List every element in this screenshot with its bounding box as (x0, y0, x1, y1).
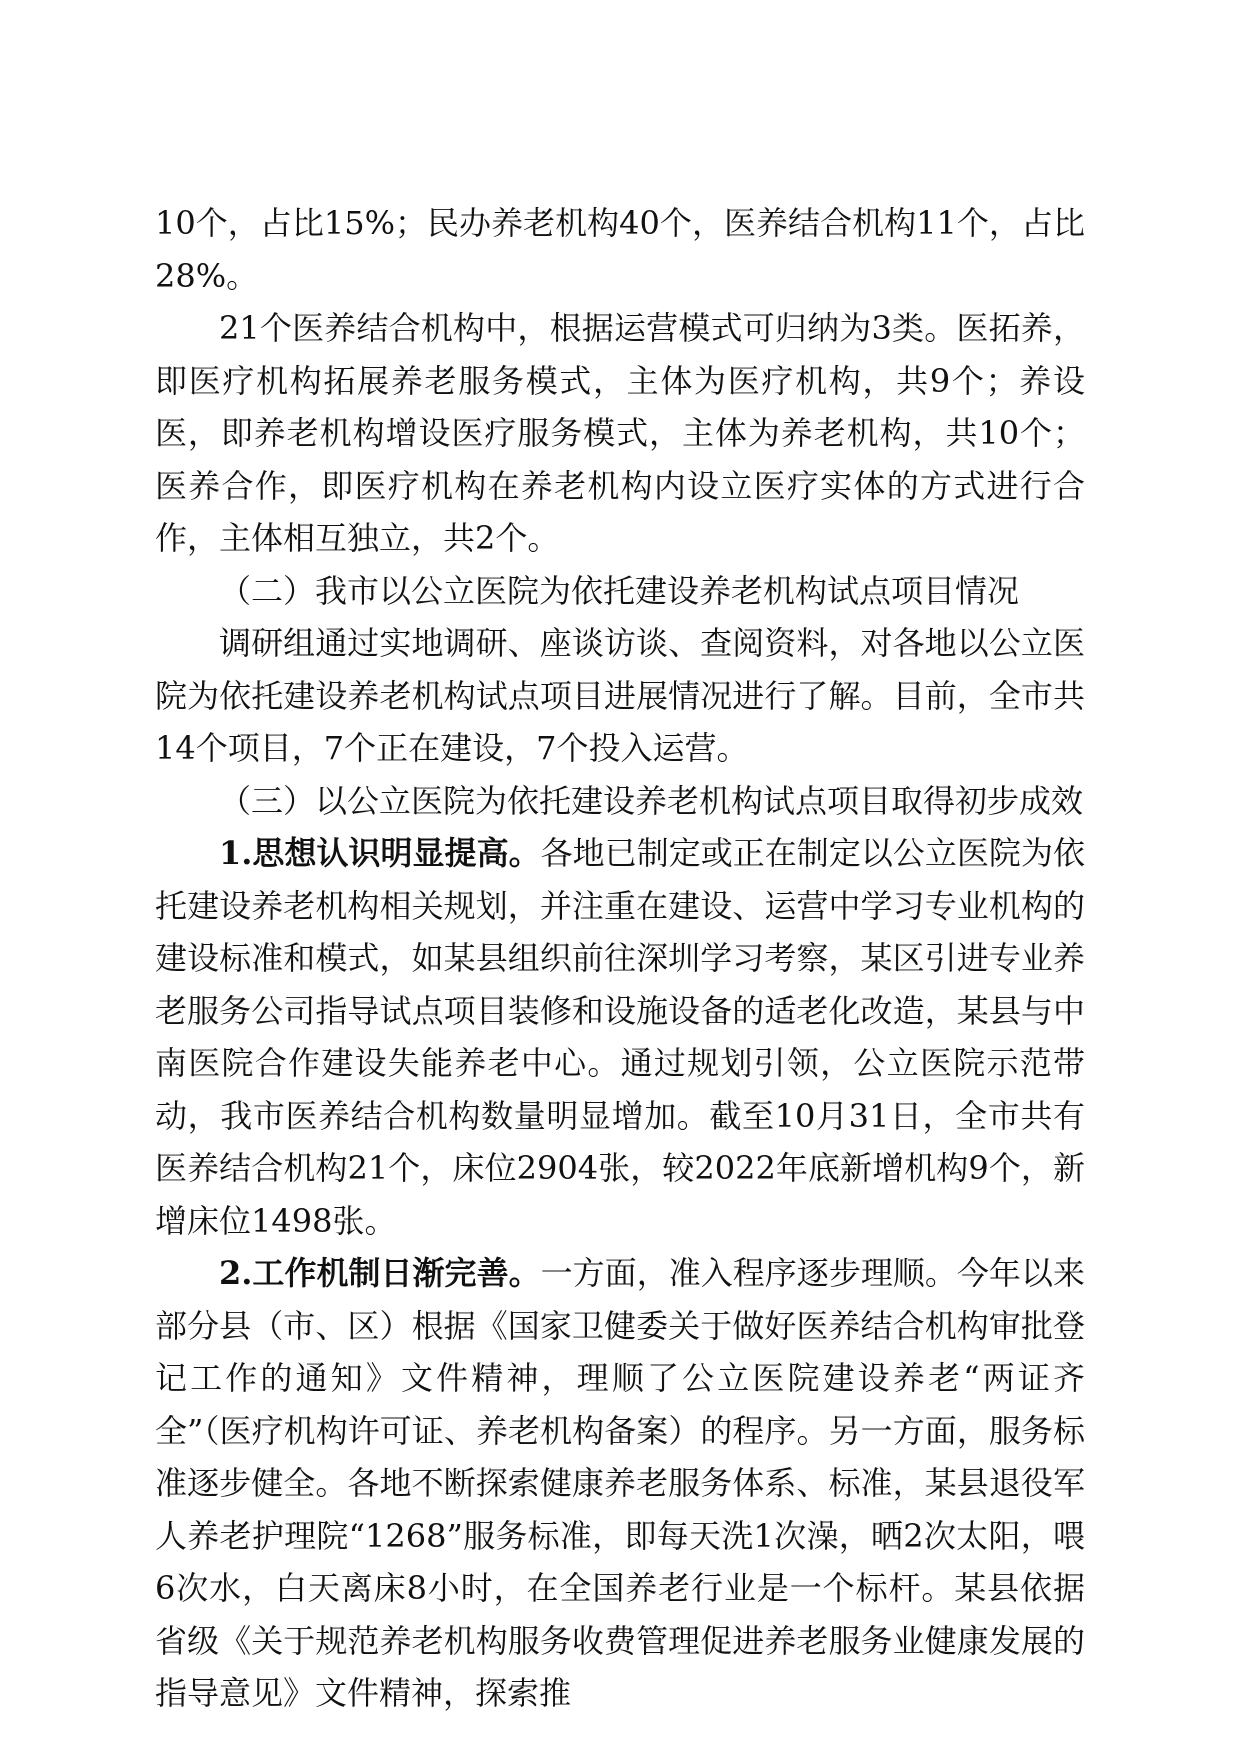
paragraph-5 (155, 1247, 1085, 1720)
paragraph-5-body: 一方面，准入程序逐步理顺。今年以来部分县（市、区）根据《国家卫健委关于做好医养结合机构审批登记工作的通知》文件精神，理顺了公立医院建设养老“两证齐全”（医疗机构许可证、养老机构备案）的程序。另一方面，服务标准逐步健全。各地不断探索健康养老服务体系、标准，某县退役军人养老护理院“1268”服务标准，即每天洗1次澡，晒2次太阳，喂6次水，白天离床8小时，在全国养老行业是一个标杆。某县依据省级《关于规范养老机构服务收费管理促进养老服务业健康发展的指导意见》文件精神，探索推 (155, 1254, 1085, 1712)
document-body (155, 197, 1085, 1720)
paragraph-4-lead: 1.思想认识明显提高。 (219, 834, 541, 872)
paragraph-5-lead: 2.工作机制日渐完善。 (219, 1254, 541, 1292)
paragraph-2: 21个医养结合机构中，根据运营模式可归纳为3类。医拓养，即医疗机构拓展养老服务模式，主体为医疗机构，共9个；养设医，即养老机构增设医疗服务模式，主体为养老机构，共10个；医养合作，即医疗机构在养老机构内设立医疗实体的方式进行合作，主体相互独立，共2个。 (155, 309, 1085, 557)
section-heading-3: （三）以公立医院为依托建设养老机构试点项目取得初步成效 (219, 781, 1084, 820)
section-heading-2: （二）我市以公立医院为依托建设养老机构试点项目情况 (219, 571, 1020, 610)
paragraph-3: 调研组通过实地调研、座谈访谈、查阅资料，对各地以公立医院为依托建设养老机构试点项目进展情况进行了解。目前，全市共14个项目，7个正在建设，7个投入运营。 (155, 624, 1085, 767)
paragraph-1: 10个，占比15%；民办养老机构40个，医养结合机构11个，占比28%。 (155, 204, 1085, 295)
paragraph-4 (155, 827, 1085, 1247)
paragraph-4-body: 各地已制定或正在制定以公立医院为依托建设养老机构相关规划，并注重在建设、运营中学习专业机构的建设标准和模式，如某县组织前往深圳学习考察，某区引进专业养老服务公司指导试点项目装修和设施设备的适老化改造，某县与中南医院合作建设失能养老中心。通过规划引领，公立医院示范带动，我市医养结合机构数量明显增加。截至10月31日，全市共有医养结合机构21个，床位2904张，较2022年底新增机构9个，新增床位1498张。 (155, 834, 1085, 1240)
